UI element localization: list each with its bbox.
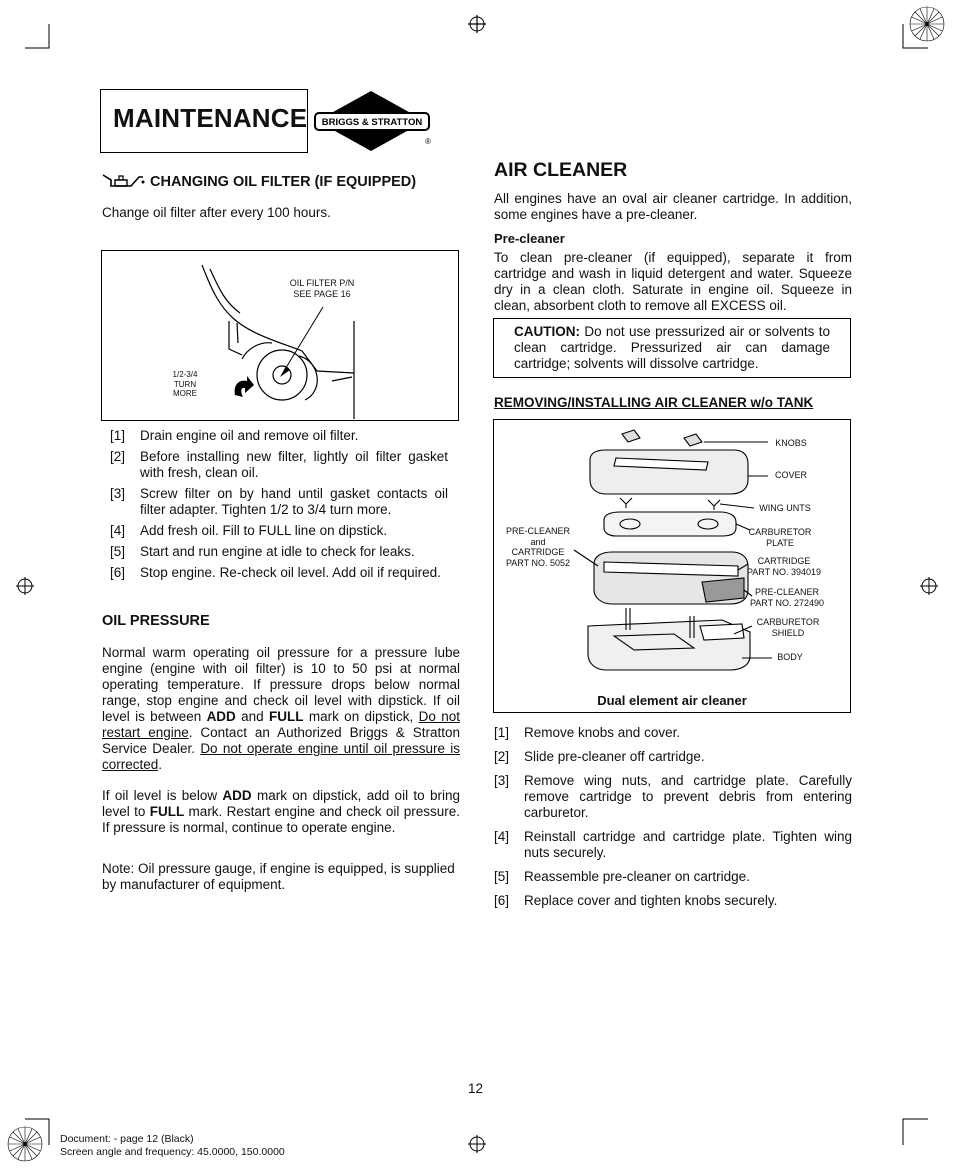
list-item: [4] Reinstall cartridge and cartridge plate. Tighten wing nuts securely. [494, 829, 852, 860]
list-item: [5] Start and run engine at idle to check for leaks. [110, 544, 415, 559]
pre-cleaner-text: To clean pre-cleaner (if equipped), separate it from cartridge and wash in liquid detergent and water. Squeeze dry in a clean cloth. Saturate in engine oil. Squeeze in clean, absorbent cloth to remove all EXCESS oil. [494, 250, 852, 313]
registration-target-icon [468, 15, 486, 33]
registration-target-icon [468, 1135, 486, 1153]
registration-target-icon [920, 577, 938, 595]
label-turn-more: 1/2-3/4 TURN MORE [172, 370, 198, 398]
oil-pressure-heading: OIL PRESSURE [102, 613, 210, 629]
oil-filter-figure [101, 250, 459, 421]
oil-filter-illustration [102, 251, 458, 420]
air-cleaner-intro: All engines have an oval air cleaner cartridge. In addition, some engines have a pre-cleaner. [494, 191, 852, 222]
list-item: [6] Replace cover and tighten knobs securely. [494, 893, 778, 908]
label-wing-nuts: WING UNTS [759, 503, 811, 513]
page-title: MAINTENANCE [113, 103, 308, 133]
star-target-icon [910, 7, 944, 41]
list-item: [2] Before installing new filter, lightly oil filter gasket with fresh, clean oil. [110, 449, 448, 480]
label-cover: COVER [774, 470, 807, 480]
screen-angle-line: Screen angle and frequency: 45.0000, 150.0000 [60, 1145, 285, 1158]
oil-filter-heading: CHANGING OIL FILTER (IF EQUIPPED) [150, 174, 417, 190]
document-line: Document: - page 12 (Black) [60, 1133, 194, 1145]
label-knobs: KNOBS [775, 438, 807, 448]
oil-filter-intro: Change oil filter after every 100 hours. [102, 205, 331, 220]
label-carburetor-plate: CARBURETOR PLATE [748, 527, 812, 548]
caution-text: CAUTION: Do not use pressurized air or solvents to clean cartridge. Pressurized air can damage cartridge; solvents will dissolve cartridge. [514, 324, 830, 371]
pre-cleaner-heading: Pre-cleaner [494, 231, 565, 246]
list-item: [5] Reassemble pre-cleaner on cartridge. [494, 869, 750, 884]
oil-can-icon [101, 171, 145, 189]
label-body: BODY [777, 652, 803, 662]
oil-pressure-paragraph-2: If oil level is below ADD mark on dipstick, add oil to bring level to FULL mark. Restart engine and check oil pressure. If pressure is normal, continue to operate engine. [102, 788, 460, 835]
removing-installing-heading: REMOVING/INSTALLING AIR CLEANER w/o TANK [494, 395, 814, 410]
logo-registered-mark: ® [425, 137, 431, 146]
star-target-icon [8, 1127, 42, 1161]
caution-box [493, 318, 851, 378]
list-item: [2] Slide pre-cleaner off cartridge. [494, 749, 705, 764]
logo-text: BRIGGS & STRATTON [321, 117, 423, 128]
air-cleaner-heading: AIR CLEANER [494, 159, 628, 181]
page-number: 12 [468, 1081, 484, 1096]
label-oil-filter-pn: OIL FILTER P/N SEE PAGE 16 [289, 278, 355, 299]
list-item: [3] Screw filter on by hand until gasket contacts oil filter adapter. Tighten 1/2 to 3/4 turn more. [110, 486, 448, 517]
oil-pressure-note: Note: Oil pressure gauge, if engine is equipped, is supplied by manufacturer of equipment. [102, 861, 455, 892]
list-item: [3] Remove wing nuts, and cartridge plate. Carefully remove cartridge to prevent debris from entering carburetor. [494, 773, 852, 820]
briggs-stratton-logo [313, 89, 433, 155]
oil-filter-steps [110, 428, 448, 581]
print-info [60, 1133, 285, 1158]
registration-target-icon [16, 577, 34, 595]
list-item: [6] Stop engine. Re-check oil level. Add oil if required. [110, 565, 441, 580]
label-pre-cleaner: PRE-CLEANER PART NO. 272490 [749, 587, 825, 608]
air-cleaner-steps [494, 725, 852, 909]
oil-pressure-paragraph-1: Normal warm operating oil pressure for a pressure lube engine (engine with oil filter) is 10 to 50 psi at normal operating temperature. If pressure drops below normal range, stop engine and check oil level with dipstick. If oil level is between ADD and FULL mark on dipstick, Do not restart engine. Contact an Authorized Briggs & Stratton Service Dealer. Do not operate engine until oil pressure is corrected. [102, 645, 460, 772]
list-item: [4] Add fresh oil. Fill to FULL line on dipstick. [110, 523, 388, 538]
label-carburetor-shield: CARBURETOR SHIELD [756, 617, 820, 638]
label-pre-cleaner-and-cartridge: PRE-CLEANER and CARTRIDGE PART NO. 5052 [505, 526, 571, 568]
figure-caption: Dual element air cleaner [597, 693, 747, 708]
list-item: [1] Drain engine oil and remove oil filter. [110, 428, 359, 443]
list-item: [1] Remove knobs and cover. [494, 725, 681, 740]
label-cartridge: CARTRIDGE PART NO. 394019 [746, 556, 822, 577]
air-cleaner-figure [493, 419, 851, 713]
